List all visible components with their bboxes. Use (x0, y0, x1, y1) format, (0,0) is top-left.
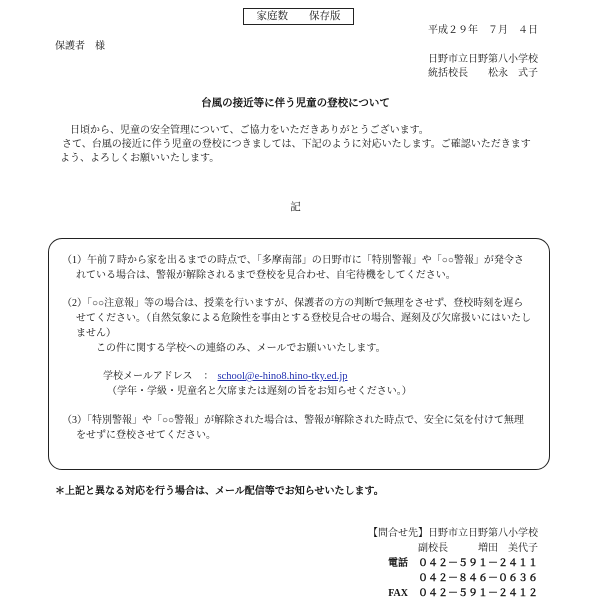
email-separator: ： (203, 371, 214, 382)
fax-line: FAX ０４２－５９１－２４１２ (388, 588, 538, 599)
school-name: 日野市立日野第八小学校 (428, 54, 538, 65)
notice-item-line: せてください。（自然気象による危険性を事由とする登校見合せの場合、遅刻及び欠席扱いにはいたし (76, 313, 531, 324)
notice-item-line: をせずに登校させてください。 (76, 430, 216, 441)
email-row (103, 369, 348, 384)
vice-principal: 副校長 増田 美代子 (418, 543, 538, 554)
distribution-stamp: 家庭数 保存版 (243, 8, 354, 25)
notice-item-2 (62, 296, 531, 341)
intro-line: 日頃から、児童の安全管理について、ご協力をいただきありがとうございます。 (70, 125, 429, 136)
tel-line-1: 電話 ０４２－５９１－２４１１ (388, 558, 538, 569)
email-link[interactable]: school@e-hino8.hino-tky.ed.jp (217, 371, 348, 382)
issue-date: 平成２９年 ７月 ４日 (428, 25, 538, 36)
intro-line: さて、台風の接近に伴う児童の登校につきましては、下記のように対応いたします。ご確認いただきます (62, 139, 531, 150)
email-note: （学年・学級・児童名と欠席または遅刻の旨をお知らせください。） (107, 386, 412, 397)
notice-item-3 (62, 413, 524, 443)
contact-block (368, 528, 538, 600)
intro-paragraph (60, 124, 531, 166)
ki-heading: 記 (290, 202, 301, 213)
notice-item-line: ません） (76, 328, 116, 339)
notice-item-1 (62, 253, 524, 283)
email-label: 学校メールアドレス (103, 371, 193, 382)
notice-item-line: （3）「特別警報」や「○○警報」が解除された場合は、警報が解除された時点で、安全に気を付けて無理 (62, 415, 524, 426)
tel-line-2: ０４２－８４６－０６３６ (418, 573, 538, 584)
principal-name: 統括校長 松永 式子 (428, 68, 538, 79)
recipient: 保護者 様 (55, 41, 105, 52)
notice-item-line: （2）「○○注意報」等の場合は、授業を行いますが、保護者の方の判断で無理をさせず、登校時刻を遅ら (62, 298, 524, 309)
footnote: ＊上記と異なる対応を行う場合は、メール配信等でお知らせいたします。 (55, 486, 384, 497)
contact-instruction: この件に関する学校への連絡のみ、メールでお願いいたします。 (96, 343, 386, 354)
contact-heading: 【問合せ先】日野市立日野第八小学校 (368, 528, 538, 539)
notice-title: 台風の接近等に伴う児童の登校について (201, 97, 390, 109)
notice-item-line: （1）午前７時から家を出るまでの時点で、「多摩南部」の日野市に「特別警報」や「○○警報」が発令さ (62, 255, 524, 266)
intro-line: よう、よろしくお願いいたします。 (60, 153, 220, 164)
notice-item-line: れている場合は、警報が解除されるまで登校を見合わせ、自宅待機をしてください。 (76, 270, 456, 281)
notice-box (48, 238, 550, 470)
